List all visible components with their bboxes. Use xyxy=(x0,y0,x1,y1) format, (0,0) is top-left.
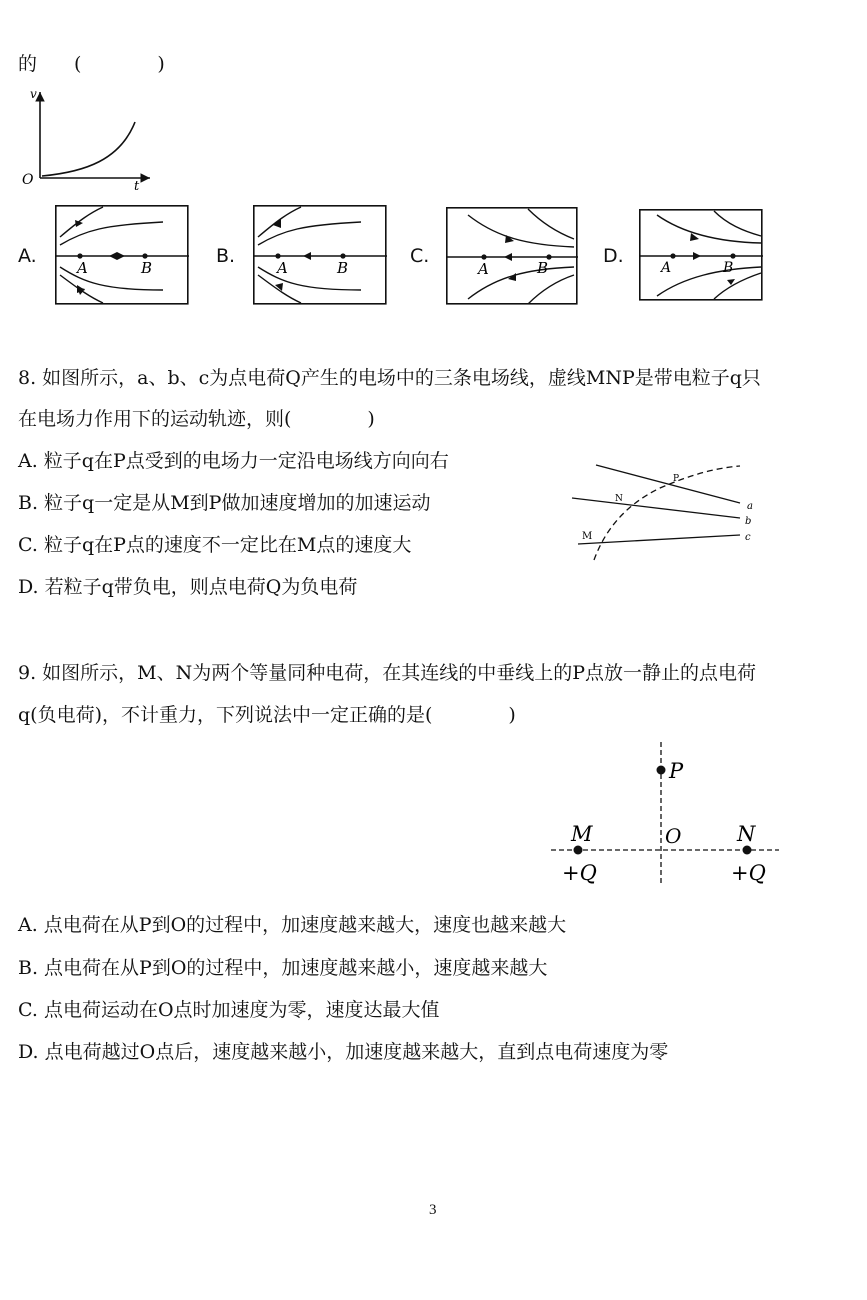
q8-option-b: B. 粒子q一定是从M到P做加速度增加的加速运动 xyxy=(18,492,431,514)
q9-charge-n: +Q xyxy=(731,861,766,885)
q9-label-m: M xyxy=(571,822,593,846)
q7-v-label: v xyxy=(30,87,37,101)
q9-label-n: N xyxy=(737,822,756,846)
q7-d-point-b: B xyxy=(723,260,734,276)
page-number: 3 xyxy=(429,1202,437,1218)
q8-option-a: A. 粒子q在P点受到的电场力一定沿电场线方向向右 xyxy=(18,450,449,472)
q9-label-p: P xyxy=(669,759,684,783)
q7-c-point-a: A xyxy=(478,260,489,278)
q9-option-b: B. 点电荷在从P到O的过程中，加速度越来越小，速度越来越大 xyxy=(18,957,548,979)
q7-o-label: O xyxy=(22,172,34,188)
q9-charge-m: +Q xyxy=(562,861,597,885)
q7-b-point-a: A xyxy=(277,259,288,277)
q8-label-b: b xyxy=(745,516,752,527)
q9-option-a: A. 点电荷在从P到O的过程中，加速度越来越大，速度也越来越大 xyxy=(18,914,567,936)
q7-d-point-a: A xyxy=(661,260,672,276)
q7-a-point-a: A xyxy=(77,259,88,277)
q9-label-o: O xyxy=(665,824,682,848)
q7-b-point-b: B xyxy=(337,259,349,277)
q7-option-c-letter: C. xyxy=(410,245,430,267)
q8-option-c: C. 粒子q在P点的速度不一定比在M点的速度大 xyxy=(18,534,412,556)
q8-label-a: a xyxy=(747,501,753,512)
q9-option-d: D. 点电荷越过O点后，速度越来越小，加速度越来越大，直到点电荷速度为零 xyxy=(18,1041,669,1063)
q7-answer-paren: ( ) xyxy=(74,53,165,75)
q8-label-m: M xyxy=(582,531,593,542)
q9-stem-line2: q(负电荷)，不计重力，下列说法中一定正确的是( ) xyxy=(18,704,516,726)
q7-t-label: t xyxy=(134,179,140,194)
q7-option-a-letter: A. xyxy=(18,245,37,267)
q8-stem-line1: 8. 如图所示，a、b、c为点电荷Q产生的电场中的三条电场线，虚线MNP是带电粒子q只 xyxy=(18,367,761,389)
q8-stem-line2: 在电场力作用下的运动轨迹，则( ) xyxy=(18,408,375,430)
q8-label-p: P xyxy=(673,474,680,484)
q7-stem-tail: 的 xyxy=(18,53,38,75)
q7-option-d-letter: D. xyxy=(603,245,624,267)
q7-a-point-b: B xyxy=(141,259,153,277)
q8-label-c: c xyxy=(745,532,751,543)
q7-option-b-letter: B. xyxy=(216,245,236,267)
q7-c-point-b: B xyxy=(537,259,549,277)
q9-option-c: C. 点电荷运动在O点时加速度为零，速度达最大值 xyxy=(18,999,440,1021)
q8-option-d: D. 若粒子q带负电，则点电荷Q为负电荷 xyxy=(18,576,358,598)
q9-stem-line1: 9. 如图所示，M、N为两个等量同种电荷，在其连线的中垂线上的P点放一静止的点电荷 xyxy=(18,662,757,684)
q8-label-n: N xyxy=(615,494,623,504)
